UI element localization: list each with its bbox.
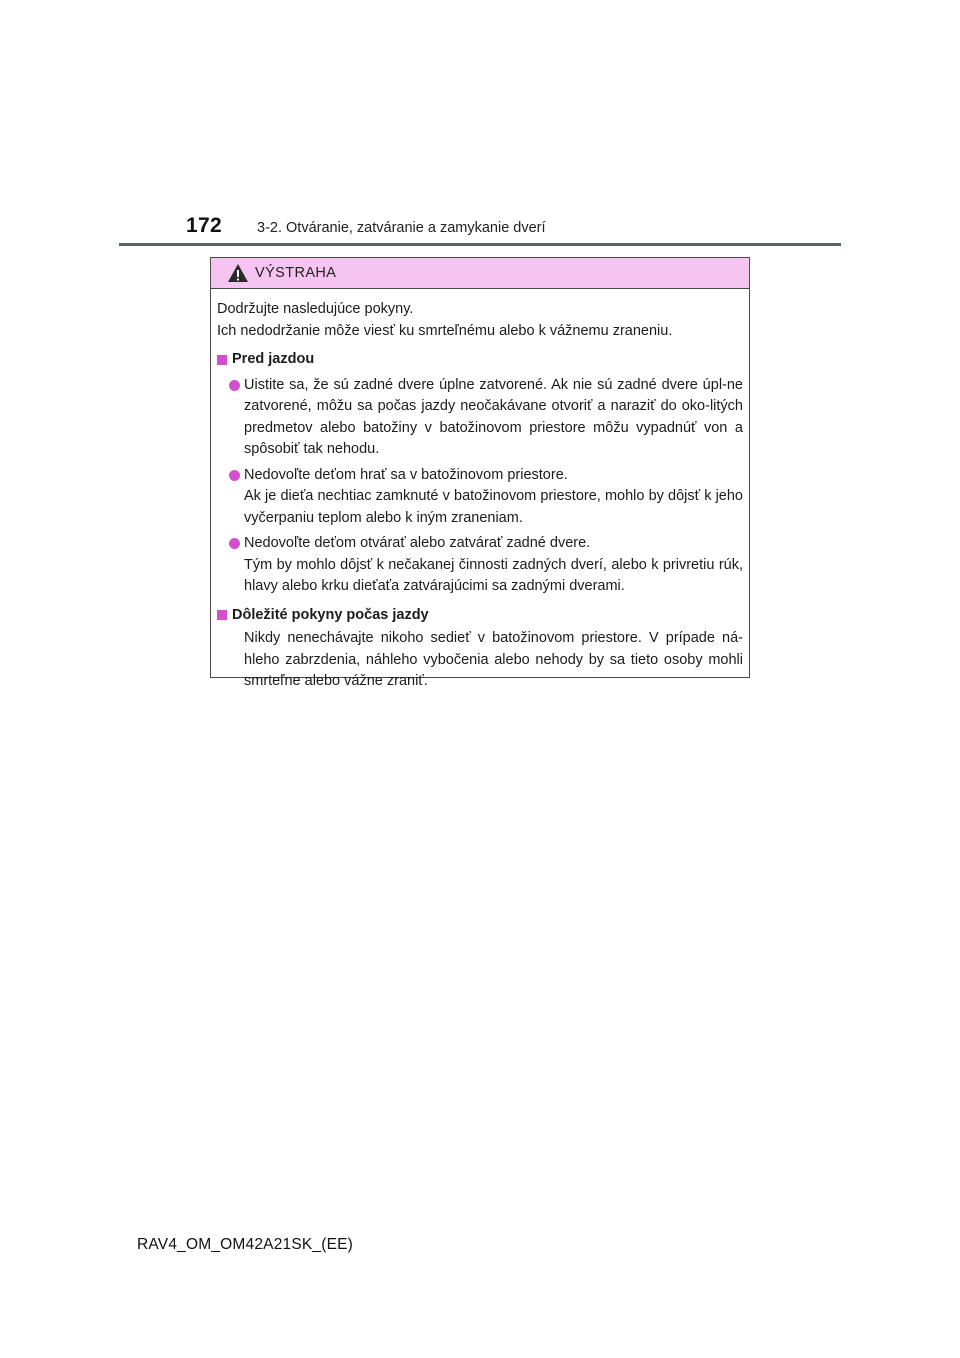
list-item	[217, 375, 743, 461]
header-divider	[119, 243, 841, 246]
list-item-line: Tým by mohlo dôjsť k nečakanej činnosti zadných dverí, alebo k privretiu rúk, hlavy alebo krku dieťaťa zatvárajúcimi sa zadnými dverami.	[244, 556, 743, 594]
warning-intro	[217, 299, 743, 342]
intro-line: Ich nedodržanie môže viesť ku smrteľnému alebo k vážnemu zraneniu.	[217, 322, 673, 339]
section-title-text: Dôležité pokyny počas jazdy	[232, 606, 429, 623]
warning-triangle-icon	[227, 263, 249, 283]
paragraph-text: Nikdy nenechávajte nikoho sedieť v batožinovom priestore. V prípade ná-hleho zabrzdenia, náhleho vybočenia alebo nehody by sa tieto osoby mohli smrteľne alebo vážne zraniť.	[244, 630, 743, 689]
list-item	[217, 533, 743, 598]
list-item	[217, 465, 743, 530]
list-item-text: Uistite sa, že sú zadné dvere úplne zatvorené. Ak nie sú zadné dvere úpl-ne zatvorené, môžu sa počas jazdy neočakávane otvoriť a naraziť do oko-litých predmetov alebo batožiny v batožinovom priestore môžu vypadnúť von a spôsobiť tak nehodu.	[244, 376, 743, 457]
section-heading	[217, 605, 743, 627]
section-before-driving	[217, 349, 743, 598]
list-item-line: Nedovoľte deťom otvárať alebo zatvárať zadné dvere.	[244, 535, 591, 551]
section-while-driving	[217, 605, 743, 693]
page-header	[0, 0, 960, 250]
document-id: RAV4_OM_OM42A21SK_(EE)	[137, 1236, 354, 1253]
page-number: 172	[186, 214, 222, 237]
list-item-line: Ak je dieťa nechtiac zamknuté v batožinovom priestore, mohlo by dôjsť k jeho vyčerpaniu teplom alebo k iným zraneniam.	[244, 488, 743, 526]
circle-bullet-icon	[229, 380, 240, 391]
section-title-text: Pred jazdou	[232, 351, 315, 367]
warning-title: VÝSTRAHA	[255, 265, 337, 281]
warning-body	[211, 289, 749, 693]
list-item-line: Nedovoľte deťom hrať sa v batožinovom priestore.	[244, 466, 568, 483]
section-paragraph	[217, 628, 743, 693]
warning-header	[211, 258, 749, 289]
circle-bullet-icon	[229, 470, 240, 481]
square-bullet-icon	[217, 355, 227, 365]
circle-bullet-icon	[229, 538, 240, 549]
warning-box	[210, 257, 750, 689]
section-title: 3-2. Otváranie, zatváranie a zamykanie dverí	[257, 220, 546, 236]
section-heading	[217, 349, 743, 371]
intro-line: Dodržujte nasledujúce pokyny.	[217, 301, 414, 317]
square-bullet-icon	[217, 610, 227, 620]
